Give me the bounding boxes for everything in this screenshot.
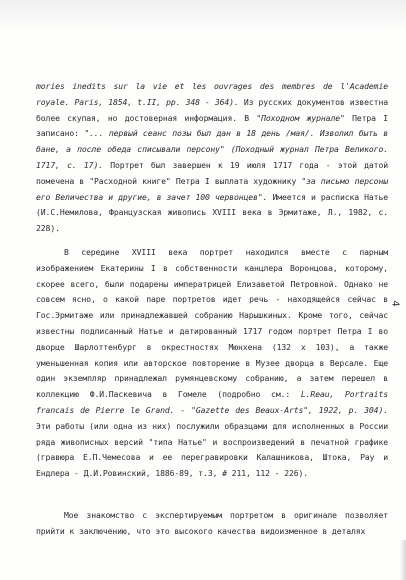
- paragraph-3: [36, 508, 388, 540]
- text-span: "Походном журнале": [256, 112, 345, 123]
- text-span: Портрет был завершен к 19 июля 1717 года - этой датой помечена в "Расходной книге" Петра I выплата художнику: [36, 159, 388, 186]
- text-span: "за письмо персоны его Величества и другие, в зачет 100 червонцев".: [36, 175, 388, 202]
- paragraph-2: [36, 245, 388, 482]
- scan-shadow: [0, 0, 406, 30]
- text-span: mories inedits sur la vie et les ouvrages des membres de l'Academie royale. Paris, 1854, t.II, pp. 348 - 364).: [36, 81, 388, 107]
- text-span: "... первый сеанс позы был дан в 18 день /мая/. Изволил быть в бане, а после обеда списывали персону" (Походный журнал Петра Великого. 1717, с. 17).: [36, 128, 388, 170]
- text-span: Мое знакомство с экспертируемым портретом в оригинале позволяет прийти к заключению, что это высокого качества видоизменное в деталях: [36, 509, 388, 536]
- text-span: В середине XVIII века портрет находился вместе с парным изображением Екатерины I в собственности канцлера Воронцова, которому, скорее всего, были подарены императрицей Елизаветой Петровной. Однако не совсем ясно, о какой паре портретов идет речь - находящейся сейчас в Гос.Эрмитаже или принадлежавшей собранию Нарышкиных. Кроме того, сейчас известны подписанный Натье и датированный 1717 годом портрет Петра I во дворце Шарлоттенбург в окрестностях Мюнхена (132 x 103), а также уменьшенная копия или авторское повторение в Музее дворца в Версале. Еще один экземпляр принадлежал румянцевскому собранию, а затем перешел в коллекцию Ф.И.Паскевича в Гомеле (подробно см.:: [36, 246, 388, 400]
- text-span: L.Reau, Portraits francais de Pierre le Grand. - "Gazette des Beaux-Arts", 1922, p. 304).: [36, 389, 388, 415]
- text-span: Имеется и расписка Натье (И.С.Немилова, Французская живопись XVIII века в Эрмитаже, Л., 1982, с. 228).: [36, 191, 388, 234]
- paragraph-1: [36, 79, 388, 237]
- text-span: Из русских документов известна более скупая, но достоверная информация. В: [36, 96, 388, 123]
- scan-edge-shadow: [400, 540, 406, 580]
- document-body: [36, 79, 388, 540]
- text-span: Эти работы (или одна из них) послужили образцами для исполненных в России ряда живописных версий "типа Натье" и воспроизведений в печатной графике (гравюра Е.П.Чемесова и ее перегравировки Калашникова, Штока, Рау и Ендлера - Д.И.Ровинский, 1886-89, т.3, # 211, 112 - 226).: [36, 420, 388, 479]
- text-span: Петра I записано:: [36, 112, 388, 139]
- margin-mark: 4: [389, 300, 401, 307]
